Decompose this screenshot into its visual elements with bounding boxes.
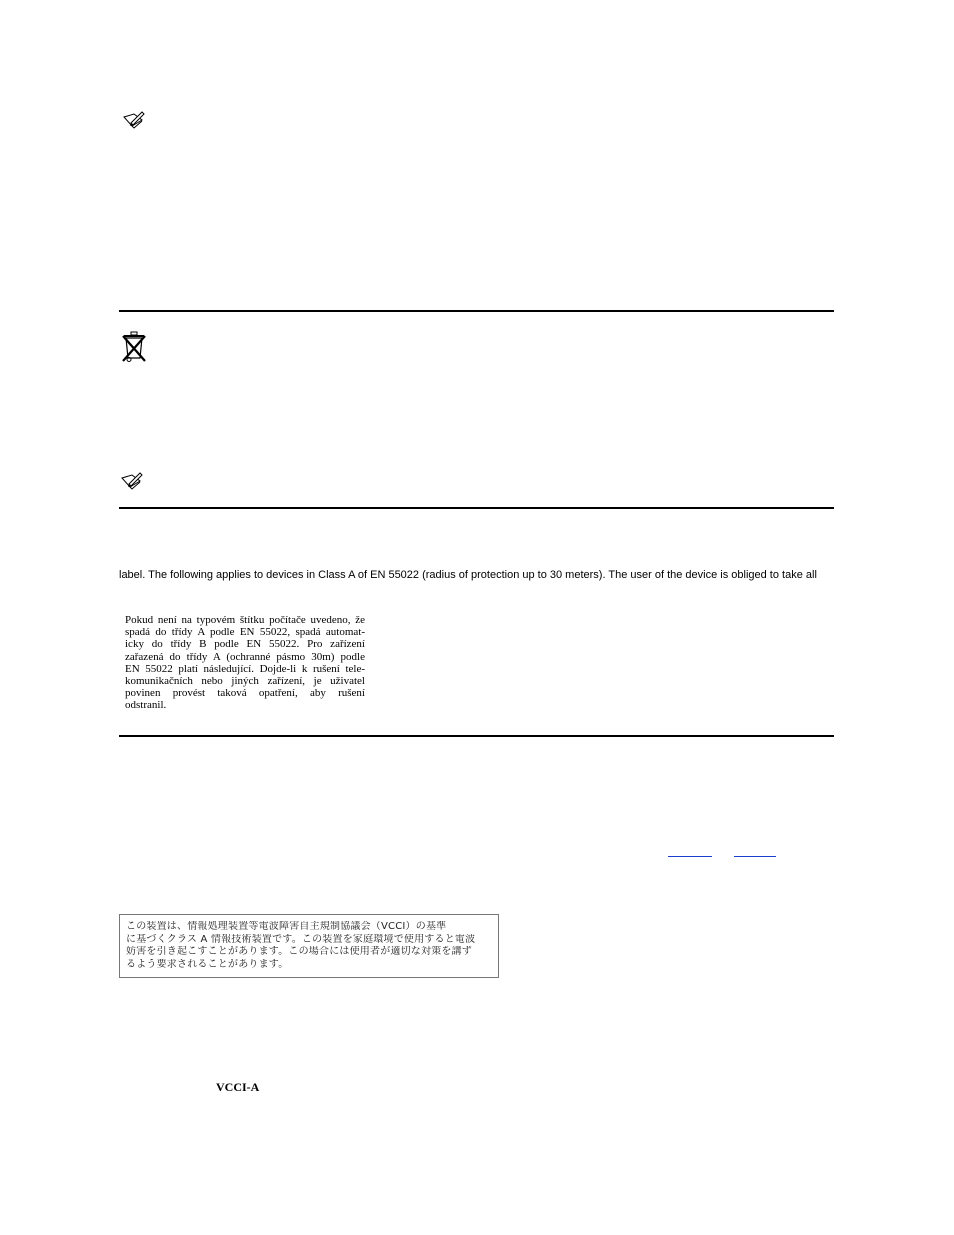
czech-notice-line: Pokud není na typovém štítku počítače uvedeno, že: [125, 614, 365, 626]
section-divider: [119, 310, 834, 312]
section-divider: [119, 507, 834, 509]
czech-notice-line: spadá do třídy A podle EN 55022, spadá automat-: [125, 626, 365, 639]
czech-notice-line: odstranil.: [125, 699, 167, 712]
czech-notice-line: komunikačních nebo jiných zařízení, je uživatel: [125, 675, 365, 688]
vcci-notice-line: に基づくクラス A 情報技術装置です。この装置を家庭環境で使用すると電波: [126, 933, 476, 945]
czech-notice-line: zařazená do třídy A (ochranné pásmo 30m) podle: [125, 650, 365, 663]
vcci-class-label: VCCI-A: [216, 1080, 260, 1094]
vcci-notice-line: 妨害を引き起こすことがあります。この場合には使用者が適切な対策を講ず: [126, 946, 472, 957]
czech-notice-line: icky do třídy B podle EN 55022. Pro zařízení: [125, 638, 365, 651]
vcci-notice-line: この装置は、情報処理装置等電波障害自主規制協議会（VCCI）の基準: [126, 921, 447, 932]
vcci-notice-image: [119, 914, 499, 978]
hyperlink[interactable]: [734, 856, 776, 857]
czech-notice-line: povinen provést taková opatření, aby rušení: [125, 687, 365, 700]
czech-notice-line: EN 55022 platí následující. Dojde-li k rušení tele-: [125, 662, 365, 675]
note-pencil-icon: [120, 472, 144, 492]
section-divider: [119, 735, 834, 737]
crossed-out-wheelie-bin-icon: [121, 331, 147, 363]
hyperlink[interactable]: [668, 856, 712, 857]
vcci-notice-line: るよう要求されることがあります。: [126, 958, 289, 970]
note-pencil-icon: [122, 111, 146, 131]
czech-intro-text: label. The following applies to devices in Class A of EN 55022 (radius of protection up to 30 meters). The user of the device is obliged to take all: [119, 569, 817, 581]
czech-notice-image: [125, 614, 365, 712]
